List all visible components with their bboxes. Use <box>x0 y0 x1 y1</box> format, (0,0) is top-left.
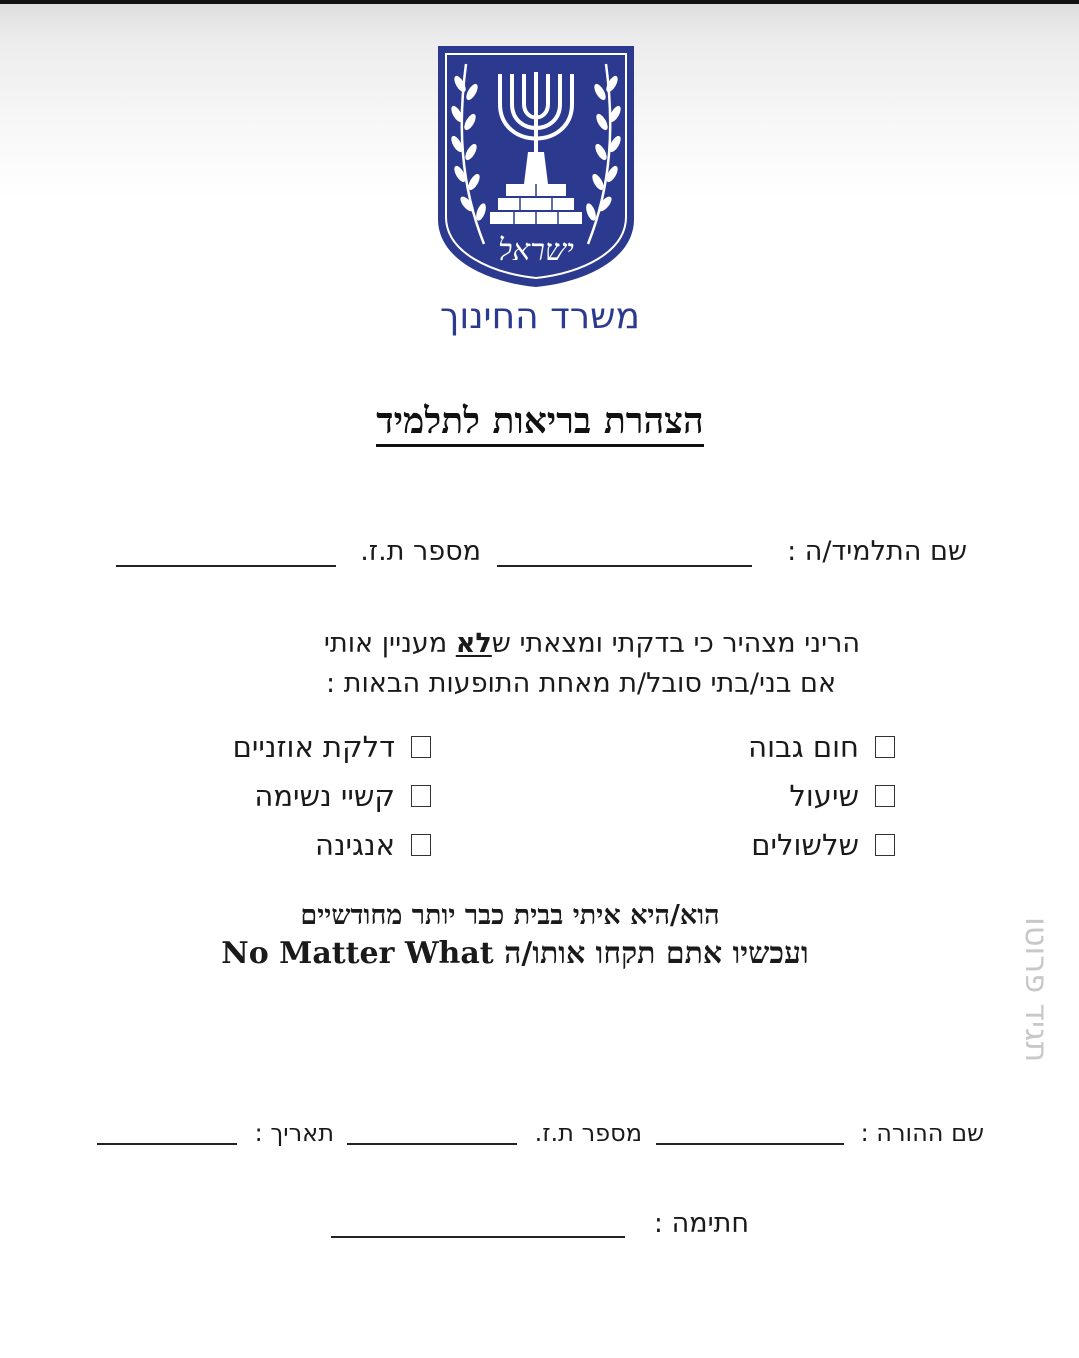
date-label: תאריך : <box>254 1119 334 1147</box>
checkbox[interactable] <box>411 785 431 807</box>
parent-name-label: שם ההורה : <box>860 1119 984 1147</box>
symptom-label: קשיי נשימה <box>254 779 395 813</box>
student-name-label: שם התלמיד/ה : <box>787 536 967 567</box>
signature-field[interactable] <box>331 1236 625 1238</box>
form-title-text: הצהרת בריאות לתלמיד <box>376 400 703 447</box>
statement-line-1: הוא/היא איתי בבית כבר יותר מחודשיים <box>300 900 720 931</box>
checkbox[interactable] <box>875 736 895 758</box>
top-border <box>0 0 1079 4</box>
declaration-part-1: הריני מצהיר כי בדקתי ומצאתי ש <box>491 628 860 659</box>
checkbox[interactable] <box>411 736 431 758</box>
declaration-emphasis: לא <box>455 628 492 659</box>
declaration-line-1 <box>160 628 860 659</box>
checkbox[interactable] <box>875 834 895 856</box>
checkbox[interactable] <box>411 834 431 856</box>
symptom-option[interactable] <box>315 828 431 862</box>
parent-id-label: מספר ת.ז. <box>534 1119 642 1147</box>
signature-label: חתימה : <box>653 1208 749 1239</box>
student-id-label: מספר ת.ז. <box>360 536 481 567</box>
symptom-label: חום גבוה <box>748 730 859 764</box>
form-title <box>240 400 840 442</box>
symptom-label: דלקת אוזניים <box>232 730 395 764</box>
watermark-text: תגיד פרוטו <box>1018 917 1056 1063</box>
parent-id-field[interactable] <box>347 1143 517 1145</box>
symptom-option[interactable] <box>751 828 895 862</box>
symptom-option[interactable] <box>254 779 431 813</box>
symptom-option[interactable] <box>789 779 895 813</box>
symptom-label: שלשולים <box>751 828 859 862</box>
parent-name-field[interactable] <box>656 1143 844 1145</box>
symptom-option[interactable] <box>748 730 895 764</box>
symptom-label: שיעול <box>789 779 859 813</box>
symptom-label: אנגינה <box>315 828 395 862</box>
date-field[interactable] <box>97 1143 237 1145</box>
student-id-field[interactable] <box>116 565 336 567</box>
emblem-text: ישראל <box>498 233 574 268</box>
declaration-part-2: מעניין אותי <box>323 628 456 659</box>
state-emblem-logo <box>436 44 636 289</box>
declaration-line-2: אם בני/בתי סובל/ת מאחת התופעות הבאות : <box>326 668 836 699</box>
ministry-name: משרד החינוך <box>439 296 641 337</box>
student-name-field[interactable] <box>497 565 752 567</box>
checkbox[interactable] <box>875 785 895 807</box>
symptom-option[interactable] <box>233 730 431 764</box>
statement-line-2: ועכשיו אתם תקחו אותו/ה No Matter What <box>221 936 809 971</box>
